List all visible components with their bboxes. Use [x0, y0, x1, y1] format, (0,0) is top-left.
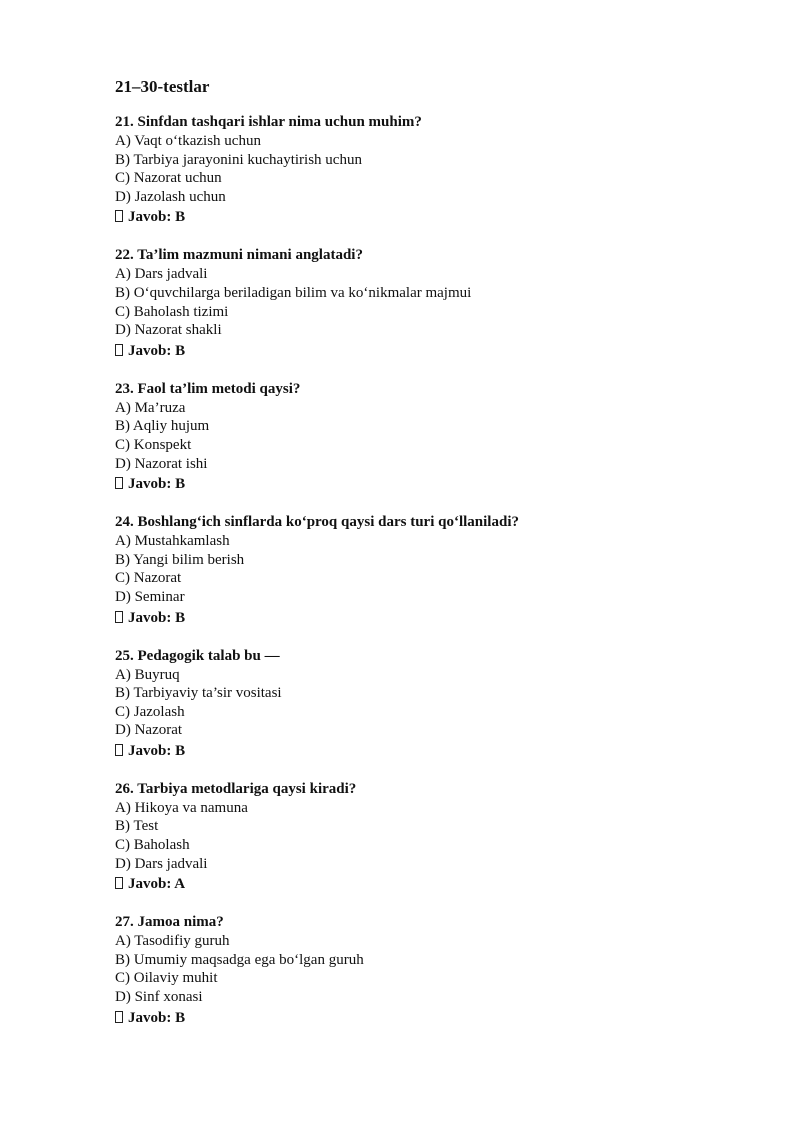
answer-text: Javob: A: [128, 876, 186, 893]
question-text: 23. Faol ta’lim metodi qaysi?: [115, 380, 301, 397]
option-d: D) Sinf xonasi: [115, 989, 203, 1006]
option-b: B) Test: [115, 818, 159, 835]
missing-glyph-box-icon: [115, 344, 123, 356]
answer-line: [115, 474, 755, 494]
option-c: C) Baholash tizimi: [115, 303, 229, 320]
option-c: C) Nazorat uchun: [115, 170, 222, 187]
option-c: C) Baholash: [115, 837, 190, 854]
option-b: B) Aqliy hujum: [115, 418, 210, 435]
question-22: [115, 246, 755, 360]
option-d: D) Nazorat ishi: [115, 455, 208, 472]
answer-line: [115, 608, 755, 628]
answer-line: [115, 741, 755, 761]
answer-text: Javob: B: [128, 742, 186, 759]
answer-text: Javob: B: [128, 609, 186, 626]
question-21: [115, 113, 755, 227]
answer-text: Javob: B: [128, 476, 186, 493]
answer-text: Javob: B: [128, 342, 186, 359]
question-text: 27. Jamoa nima?: [115, 914, 224, 931]
option-a: A) Tasodifiy guruh: [115, 933, 230, 950]
option-b: B) Tarbiyaviy ta’sir vositasi: [115, 685, 282, 702]
option-b: B) O‘quvchilarga beriladigan bilim va ko‘nikmalar majmui: [115, 284, 472, 301]
question-27: [115, 913, 755, 1027]
option-a: A) Dars jadvali: [115, 266, 208, 283]
option-b: B) Yangi bilim berish: [115, 551, 245, 568]
question-text: 21. Sinfdan tashqari ishlar nima uchun muhim?: [115, 114, 422, 130]
option-a: A) Vaqt o‘tkazish uchun: [115, 133, 261, 149]
missing-glyph-box-icon: [115, 477, 123, 489]
missing-glyph-box-icon: [115, 611, 123, 623]
answer-line: [115, 207, 755, 227]
option-d: D) Jazolash uchun: [115, 188, 226, 205]
question-23: [115, 380, 755, 494]
option-c: C) Konspekt: [115, 436, 192, 453]
document-page: [115, 76, 755, 1047]
option-a: A) Hikoya va namuna: [115, 799, 248, 816]
option-d: D) Seminar: [115, 588, 185, 605]
option-d: D) Nazorat: [115, 722, 183, 739]
missing-glyph-box-icon: [115, 744, 123, 756]
option-c: C) Nazorat: [115, 570, 182, 587]
answer-line: [115, 874, 755, 894]
option-a: A) Ma’ruza: [115, 399, 186, 416]
missing-glyph-box-icon: [115, 1011, 123, 1023]
option-d: D) Dars jadvali: [115, 855, 208, 872]
option-c: C) Jazolash: [115, 703, 185, 720]
question-text: 25. Pedagogik talab bu —: [115, 647, 280, 664]
option-a: A) Mustahkamlash: [115, 533, 230, 550]
option-b: B) Umumiy maqsadga ega bo‘lgan guruh: [115, 951, 364, 968]
answer-text: Javob: B: [128, 1009, 186, 1026]
question-text: 24. Boshlang‘ich sinflarda ko‘proq qaysi dars turi qo‘llaniladi?: [115, 514, 519, 531]
option-b: B) Tarbiya jarayonini kuchaytirish uchun: [115, 151, 362, 168]
option-d: D) Nazorat shakli: [115, 322, 222, 339]
page-title: 21–30-testlar: [115, 77, 210, 96]
question-text: 26. Tarbiya metodlariga qaysi kiradi?: [115, 780, 357, 797]
answer-text: Javob: B: [128, 209, 186, 226]
answer-line: [115, 341, 755, 361]
question-text: 22. Ta’lim mazmuni nimani anglatadi?: [115, 247, 363, 264]
answer-line: [115, 1008, 755, 1028]
option-a: A) Buyruq: [115, 666, 180, 683]
question-24: [115, 513, 755, 627]
question-26: [115, 780, 755, 894]
question-25: [115, 647, 755, 761]
option-c: C) Oilaviy muhit: [115, 970, 218, 987]
missing-glyph-box-icon: [115, 210, 123, 222]
missing-glyph-box-icon: [115, 877, 123, 889]
